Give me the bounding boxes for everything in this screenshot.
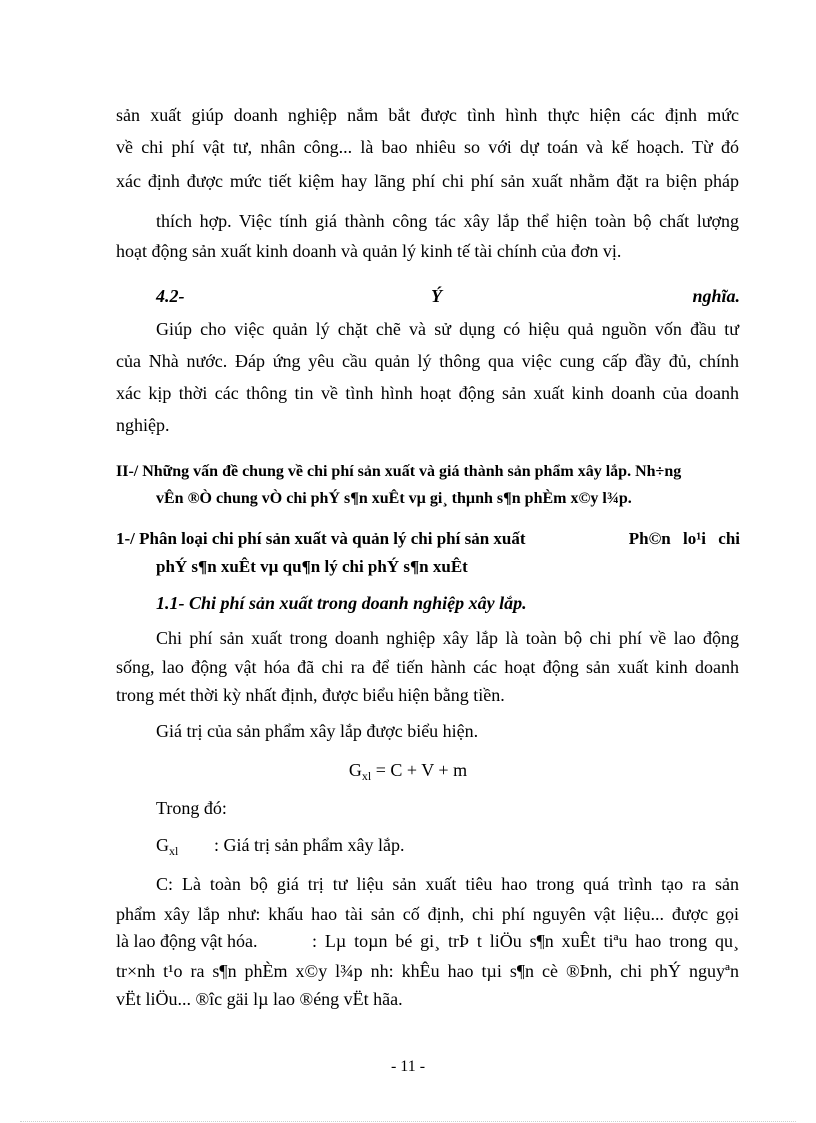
g-definition-symbol [156,834,178,858]
heading-1-line-1-legacy: Ph©n lo¹i chi [628,529,740,548]
heading-1-line-2: phÝ s¶n xuÊt vµ qu¶n lý chi phÝ s¶n xuÊt [156,557,468,576]
heading-1-1: 1.1- Chi phí sản xuất trong doanh nghiệp xây lắp. [156,593,527,613]
paragraph-5-line-3: là lao động vật hóa. [116,931,258,951]
paragraph-2-line-2: của Nhà nước. Đáp ứng yêu cầu quản lý thông qua việc cung cấp đầy đủ, chính [116,351,739,371]
paragraph-3-line-2: sống, lao động vật hóa đã chi ra để tiến hành các hoạt động sản xuất kinh doanh [116,657,739,677]
paragraph-1-line-3: xác định được mức tiết kiệm hay lãng phí chi phí sản xuất nhằm đặt ra biện pháp [116,171,739,191]
paragraph-5-line-4: tr×nh t¹o ra s¶n phÈm x©y l¾p nh: khÊu hao tµi s¶n cè ®Þnh, chi phÝ nguyªn [116,961,739,981]
where-label: Trong đó: [156,798,227,818]
paragraph-2-line-4: nghiệp. [116,415,170,435]
paragraph-5-line-2: phẩm xây lắp như: khấu hao tài sản cố định, chi phí nguyên vật liệu... được gọi [116,904,739,924]
paragraph-5-line-3-legacy: : Lµ toµn bé gi¸ trÞ t liÖu s¶n xuÊt tiªu hao trong qu¸ [312,931,739,951]
paragraph-2-line-1: Giúp cho việc quản lý chặt chẽ và sử dụng có hiệu quả nguồn vốn đầu tư [156,319,739,339]
paragraph-3-line-3: trong mét thời kỳ nhất định, được biểu hiện bằng tiền. [116,685,505,705]
g-subscript: xl [169,844,179,858]
page-number: - 11 - [390,1058,426,1075]
formula-subscript: xl [361,769,372,783]
page-bottom-border [20,1121,796,1122]
paragraph-5-line-5: vËt liÖu... ®îc gäi lµ lao ®éng vËt hãa. [116,989,403,1009]
g-definition-text: : Giá trị sản phẩm xây lắp. [214,835,405,855]
formula [0,759,816,783]
paragraph-1-line-1: sản xuất giúp doanh nghiệp nắm bắt được tình hình thực hiện các định mức [116,105,739,125]
heading-ii-line-1: II-/ Những vấn đề chung về chi phí sản xuất và giá thành sản phẩm xây lắp. Nh÷ng [116,463,682,480]
section-4-2-word-1: Ý [431,286,442,306]
section-4-2-number: 4.2- [156,286,185,306]
paragraph-1-line-4: thích hợp. Việc tính giá thành công tác xây lắp thể hiện toàn bộ chất lượng [156,211,739,231]
paragraph-1-line-2: về chi phí vật tư, nhân công... là bao nhiêu so với dự toán và kế hoạch. Từ đó [116,137,739,157]
heading-1-line-1: 1-/ Phân loại chi phí sản xuất và quản lý chi phí sản xuất [116,529,526,548]
paragraph-5-line-1: C: Là toàn bộ giá trị tư liệu sản xuất tiêu hao trong quá trình tạo ra sản [156,874,739,894]
paragraph-1-line-5: hoạt động sản xuất kinh doanh và quản lý kinh tế tài chính của đơn vị. [116,241,622,261]
formula-rhs: = C + V + m [371,760,468,780]
g-symbol: G [156,835,169,855]
section-4-2-word-2: nghĩa. [692,286,740,306]
paragraph-3-line-1: Chi phí sản xuất trong doanh nghiệp xây lắp là toàn bộ chi phí về lao động [156,628,739,648]
formula-lhs: G [348,760,362,780]
paragraph-2-line-3: xác kịp thời các thông tin về tình hình hoạt động sản xuất kinh doanh của doanh [116,383,739,403]
heading-ii-line-2: vÊn ®Ò chung vÒ chi phÝ s¶n xuÊt vµ gi¸ thµnh s¶n phÈm x©y l¾p. [156,490,632,507]
paragraph-4: Giá trị của sản phẩm xây lắp được biểu hiện. [156,721,479,741]
